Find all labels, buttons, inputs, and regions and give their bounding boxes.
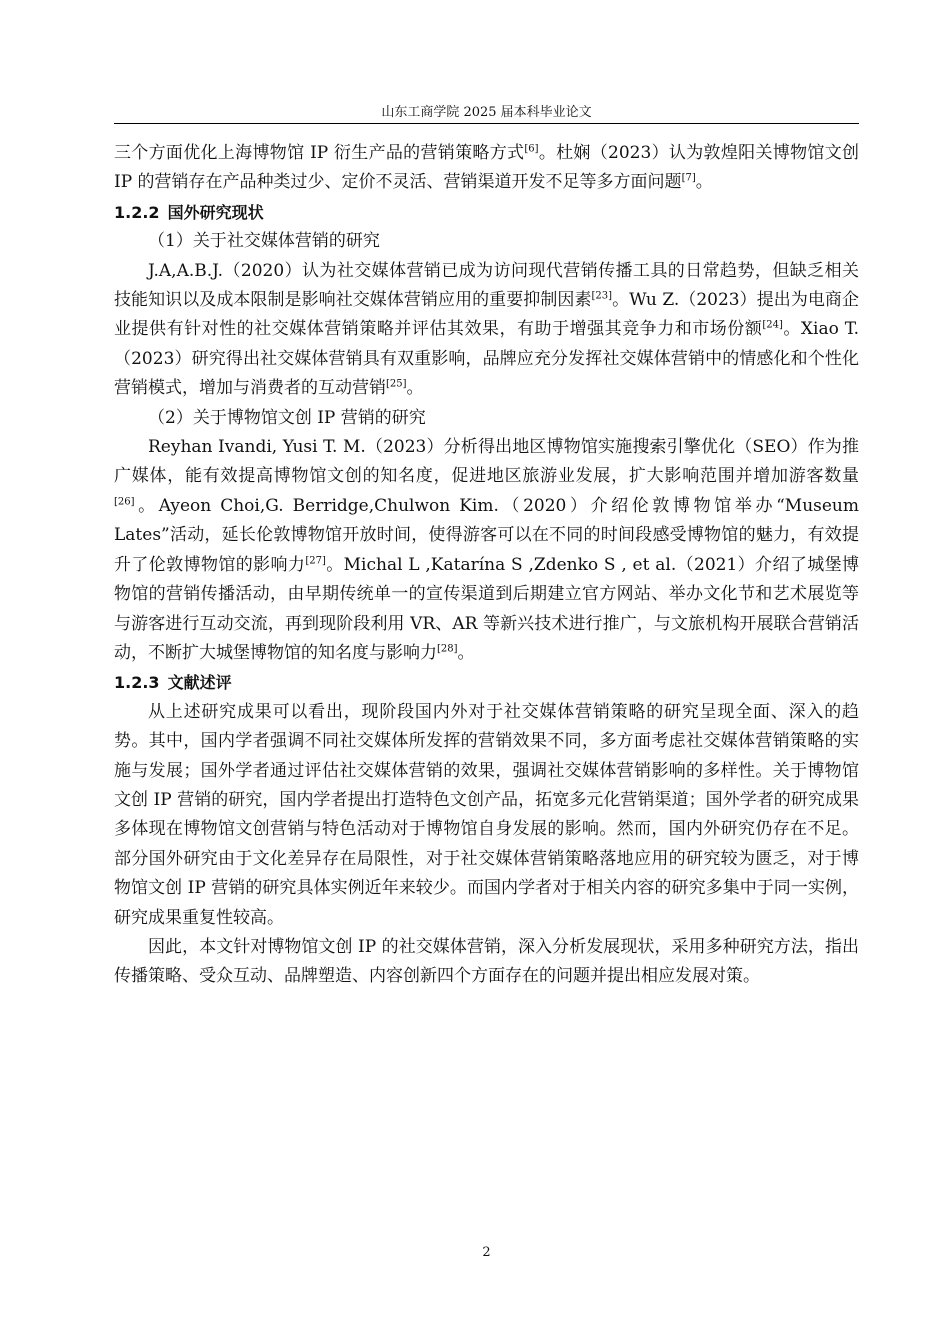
paragraph-continuation: 三个方面优化上海博物馆 IP 衍生产品的营销策略方式[6]。杜娴（2023）认为敦煌阳关博物馆文创 IP 的营销存在产品种类过少、定价不灵活、营销渠道开发不足等多方面问题[7]。 [114, 143, 860, 193]
subheading-social-media: （1）关于社交媒体营销的研究 [148, 231, 380, 252]
running-header: 山东工商学院 2025 届本科毕业论文 [381, 105, 592, 120]
section-heading-1-2-3 [114, 668, 859, 697]
citation-ref: [24] [762, 319, 783, 331]
paragraph-conclusion: 因此，本文针对博物馆文创 IP 的社交媒体营销，深入分析发展现状，采用多种研究方法，指出传播策略、受众互动、品牌塑造、内容创新四个方面存在的问题并提出相应发展对策。 [114, 936, 859, 987]
paragraph-social-media-research: J.A,A.B.J.（2020）认为社交媒体营销已成为访问现代营销传播工具的日常趋势，但缺乏相关技能知识以及成本限制是影响社交媒体营销应用的重要抑制因素[23]。Wu Z.（2023）提出为电商企业提供有针对性的社交媒体营销策略并评估其效果，有助于增强其竞争力和市场份额[24]。Xiao T.（2023）研究得出社交媒体营销具有双重影响，品牌应充分发挥社交媒体营销中的情感化和个性化营销模式，增加与消费者的互动营销[25]。 [114, 260, 860, 399]
section-title: 国外研究现状 [167, 202, 264, 222]
header-divider [114, 123, 859, 124]
citation-ref: [25] [386, 378, 407, 390]
page-number: 2 [482, 1245, 491, 1260]
citation-ref: [7] [681, 172, 696, 184]
document-body [114, 139, 859, 992]
citation-ref: [26] [114, 496, 135, 508]
citation-ref: [27] [305, 555, 326, 567]
subheading-museum-ip: （2）关于博物馆文创 IP 营销的研究 [148, 407, 426, 428]
section-number: 1.2.3 [114, 673, 160, 693]
section-title: 文献述评 [167, 673, 232, 693]
paragraph-museum-ip-research: Reyhan Ivandi, Yusi T. M.（2023）分析得出地区博物馆实施搜索引擎优化（SEO）作为推广媒体，能有效提高博物馆文创的知名度，促进地区旅游业发展，扩大影响范围并增加游客数量[26]。Ayeon Choi,G. Berridge,Chulwon Kim.（2020）介绍伦敦博物馆举办“Museum Lates”活动，延长伦敦博物馆开放时间，使得游客可以在不同的时间段感受博物馆的魅力，有效提升了伦敦博物馆的影响力[27]。Michal L ,Katarína S ,Zdenko S , et al.（2021）介绍了城堡博物馆的营销传播活动，由早期传统单一的宣传渠道到后期建立官方网站、举办文化节和艺术展览等与游客进行互动交流，再到现阶段利用 VR、AR 等新兴技术进行推广，与文旅机构开展联合营销活动，不断扩大城堡博物馆的知名度与影响力[28]。 [114, 437, 860, 663]
citation-ref: [6] [524, 143, 539, 155]
paragraph-literature-review: 从上述研究成果可以看出，现阶段国内外对于社交媒体营销策略的研究呈现全面、深入的趋势。其中，国内学者强调不同社交媒体所发挥的营销效果不同，多方面考虑社交媒体营销策略的实施与发展；国外学者通过评估社交媒体营销的效果，强调社交媒体营销影响的多样性。关于博物馆文创 IP 营销的研究，国内学者提出打造特色文创产品，拓宽多元化营销渠道；国外学者的研究成果多体现在博物馆文创营销与特色活动对于博物馆自身发展的影响。然而，国内外研究仍存在不足。部分国外研究由于文化差异存在局限性，对于社交媒体营销策略落地应用的研究较为匮乏，对于博物馆文创 IP 营销的研究具体实例近年来较少。而国内学者对于相关内容的研究多集中于同一实例，研究成果重复性较高。 [114, 701, 859, 928]
citation-ref: [23] [591, 290, 613, 302]
citation-ref: [28] [437, 643, 458, 655]
section-number: 1.2.2 [114, 202, 160, 222]
section-heading-1-2-2 [114, 198, 859, 227]
